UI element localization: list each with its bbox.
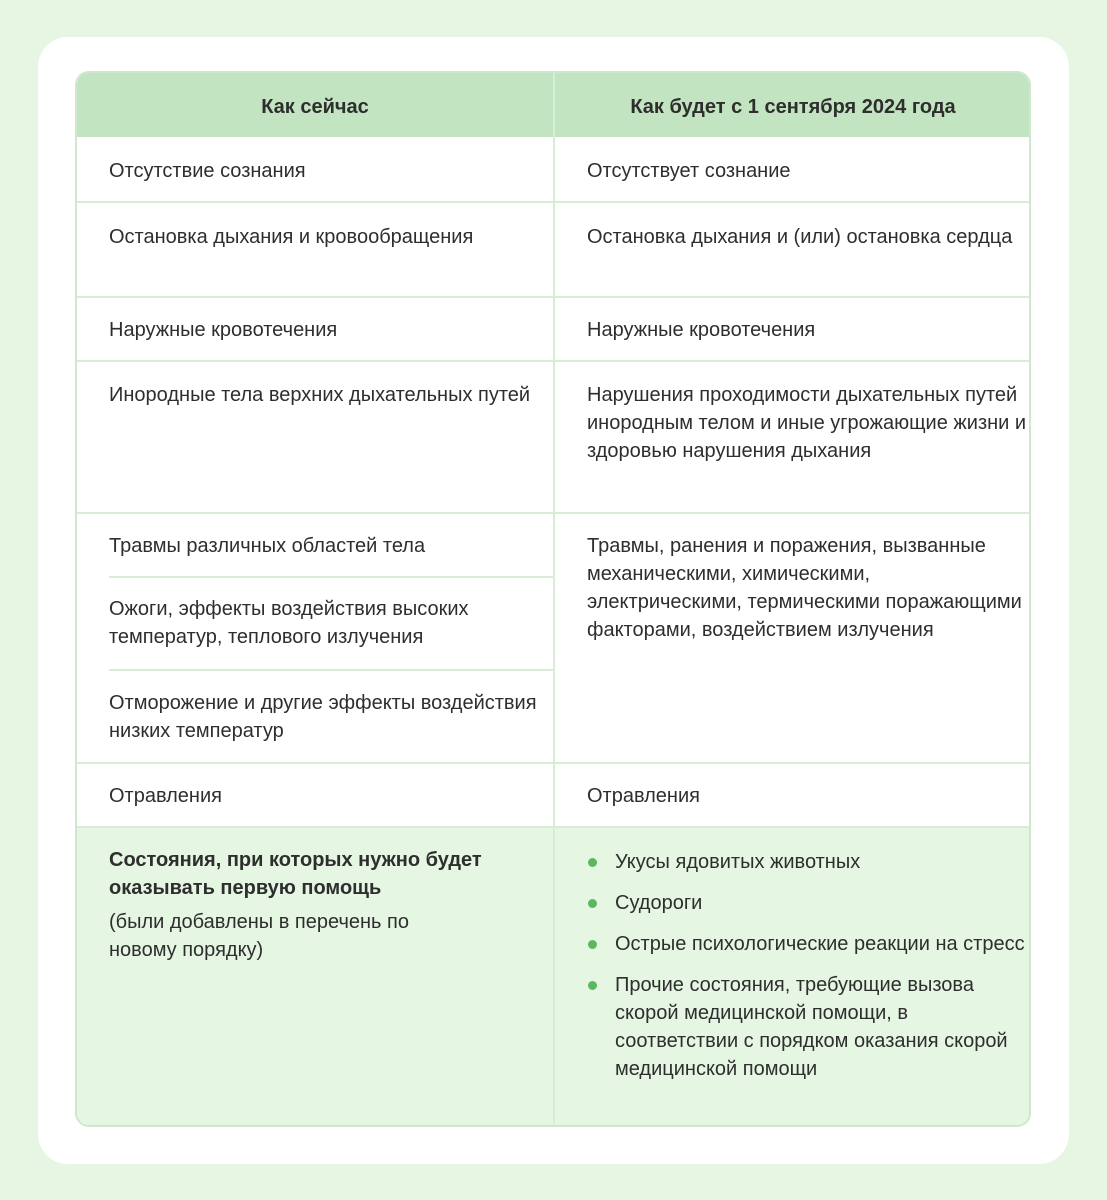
row-divider: [77, 296, 1031, 298]
cell-text: Отсутствие сознания: [109, 160, 306, 182]
new-conditions-note: (были добавлены в перечень по новому порядку): [109, 911, 409, 961]
new-conditions-list-cell: [555, 828, 1031, 1127]
cell-text: Нарушения проходимости дыхательных путей инородным телом и иные угрожающие жизни и здоровью нарушения дыхания: [587, 384, 1027, 462]
row-divider: [77, 826, 1031, 828]
table-row-cell: [555, 137, 1031, 201]
cell-text: Отсутствует сознание: [587, 160, 791, 182]
header-new: [555, 73, 1031, 137]
list-item: Острые психологические реакции на стресс: [587, 930, 1027, 958]
table-row-cell: [555, 514, 1031, 762]
table-row-cell: [77, 671, 553, 762]
header-current: [77, 73, 553, 137]
column-divider: [553, 73, 555, 1127]
row-divider: [109, 669, 553, 671]
cell-text: Отморожение и другие эффекты воздействия низких температур: [109, 692, 537, 742]
header-current-label: Как сейчас: [261, 96, 369, 118]
new-conditions-label-cell: [77, 828, 553, 1127]
cell-text: Травмы различных областей тела: [109, 535, 426, 557]
cell-text: Инородные тела верхних дыхательных путей: [109, 384, 531, 406]
row-divider: [77, 762, 1031, 764]
cell-text: Наружные кровотечения: [587, 319, 816, 341]
table-row-cell: [555, 203, 1031, 296]
comparison-table: [75, 71, 1031, 1127]
cell-text: Отравления: [587, 785, 700, 807]
table-row-cell: [77, 764, 553, 826]
row-divider: [77, 201, 1031, 203]
cell-text: Остановка дыхания и (или) остановка сердца: [587, 226, 1013, 248]
new-conditions-list: [587, 848, 1027, 1096]
table-row-cell: [555, 764, 1031, 826]
cell-text: Наружные кровотечения: [109, 319, 338, 341]
table-row-cell: [77, 362, 553, 512]
table-row-cell: [77, 578, 553, 669]
new-conditions-title: Состояния, при которых нужно будет оказывать первую помощь: [109, 849, 482, 899]
table-row-cell: [77, 298, 553, 360]
table-row-cell: [77, 203, 553, 296]
cell-text: Ожоги, эффекты воздействия высоких температур, теплового излучения: [109, 598, 469, 648]
table-row-cell: [555, 362, 1031, 512]
list-item: Судороги: [587, 889, 1027, 917]
content-card: [38, 37, 1069, 1164]
row-divider: [77, 360, 1031, 362]
header-new-label: Как будет с 1 сентября 2024 года: [630, 96, 956, 118]
cell-text: Травмы, ранения и поражения, вызванные механическими, химическими, электрическими, термическими поражающими факторами, воздействием излучения: [587, 535, 1022, 641]
table-row-cell: [77, 514, 553, 576]
cell-text: Отравления: [109, 785, 222, 807]
list-item: Прочие состояния, требующие вызова скорой медицинской помощи, в соответствии с порядком оказания скорой медицинской помощи: [587, 971, 1027, 1083]
table-row-cell: [555, 298, 1031, 360]
cell-text: Остановка дыхания и кровообращения: [109, 226, 474, 248]
row-divider: [77, 512, 1031, 514]
row-divider: [109, 576, 553, 578]
list-item: Укусы ядовитых животных: [587, 848, 1027, 876]
table-row-cell: [77, 137, 553, 201]
